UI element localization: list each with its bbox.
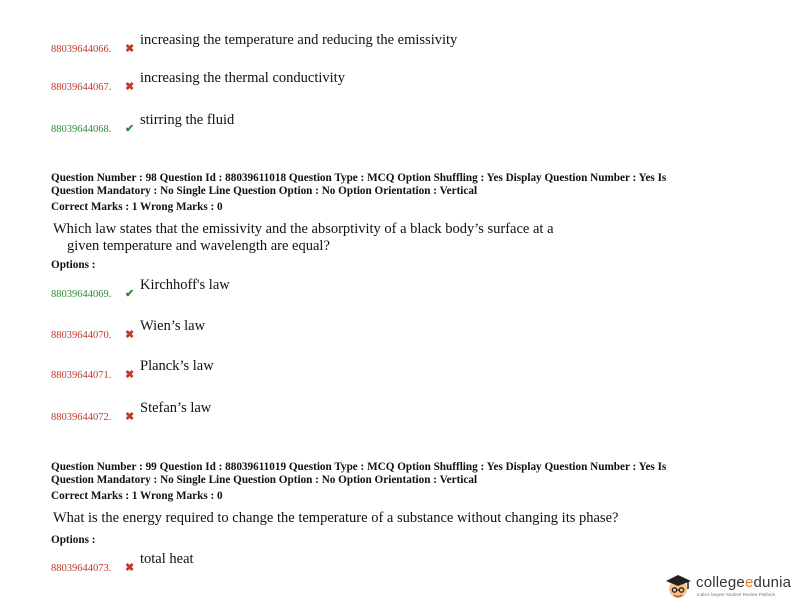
logo-wordmark: collegeedunia bbox=[696, 574, 792, 591]
collegedunia-logo bbox=[664, 572, 792, 604]
option-text: Planck’s law bbox=[140, 358, 214, 374]
option-id: 88039644069. bbox=[51, 289, 112, 300]
options-label: Options : bbox=[51, 259, 96, 271]
option-text: increasing the temperature and reducing the emissivity bbox=[140, 32, 458, 48]
option-text: total heat bbox=[140, 551, 194, 567]
option-id: 88039644070. bbox=[51, 330, 112, 341]
check-icon: ✔ bbox=[125, 123, 135, 135]
question-text-line1: Which law states that the emissivity and the absorptivity of a black body’s surface at a bbox=[53, 221, 554, 237]
cross-icon: ✖ bbox=[125, 411, 135, 423]
option-id: 88039644071. bbox=[51, 370, 112, 381]
cross-icon: ✖ bbox=[125, 562, 135, 574]
question-text bbox=[53, 510, 618, 527]
option-row bbox=[51, 320, 651, 342]
option-row bbox=[51, 402, 651, 424]
option-row bbox=[51, 34, 651, 56]
question-marks: Correct Marks : 1 Wrong Marks : 0 bbox=[51, 201, 223, 213]
question-text bbox=[53, 221, 554, 255]
question-meta-line2: Question Mandatory : No Single Line Question Option : No Option Orientation : Vertical bbox=[51, 185, 478, 197]
cross-icon: ✖ bbox=[125, 43, 135, 55]
option-text: increasing the thermal conductivity bbox=[140, 70, 345, 86]
option-id: 88039644072. bbox=[51, 412, 112, 423]
option-row bbox=[51, 72, 651, 94]
option-id: 88039644073. bbox=[51, 563, 112, 574]
option-row bbox=[51, 279, 651, 301]
option-text: stirring the fluid bbox=[140, 112, 235, 128]
option-id: 88039644067. bbox=[51, 82, 112, 93]
option-id: 88039644066. bbox=[51, 44, 112, 55]
option-row bbox=[51, 360, 651, 382]
cross-icon: ✖ bbox=[125, 329, 135, 341]
option-text: Stefan’s law bbox=[140, 400, 212, 416]
option-text: Kirchhoff's law bbox=[140, 277, 230, 293]
option-row bbox=[51, 553, 651, 575]
question-meta-line1: Question Number : 98 Question Id : 88039611018 Question Type : MCQ Option Shuffling : Yes Display Question Number : Yes Is bbox=[51, 172, 667, 184]
option-id: 88039644068. bbox=[51, 124, 112, 135]
question-meta-line1: Question Number : 99 Question Id : 88039611019 Question Type : MCQ Option Shuffling : Yes Display Question Number : Yes Is bbox=[51, 461, 667, 473]
options-label: Options : bbox=[51, 534, 96, 546]
check-icon: ✔ bbox=[125, 288, 135, 300]
question-text-line2: given temperature and wavelength are equal? bbox=[67, 238, 330, 254]
option-text: Wien’s law bbox=[140, 318, 206, 334]
question-marks: Correct Marks : 1 Wrong Marks : 0 bbox=[51, 490, 223, 502]
cross-icon: ✖ bbox=[125, 81, 135, 93]
logo-tagline: India's largest Student Review Platform bbox=[697, 592, 776, 597]
question-meta-line2: Question Mandatory : No Single Line Question Option : No Option Orientation : Vertical bbox=[51, 474, 478, 486]
cross-icon: ✖ bbox=[125, 369, 135, 381]
question-text-line1: What is the energy required to change the temperature of a substance without changing its phase? bbox=[53, 510, 619, 526]
option-row bbox=[51, 114, 651, 136]
graduate-cap-icon bbox=[664, 572, 694, 602]
